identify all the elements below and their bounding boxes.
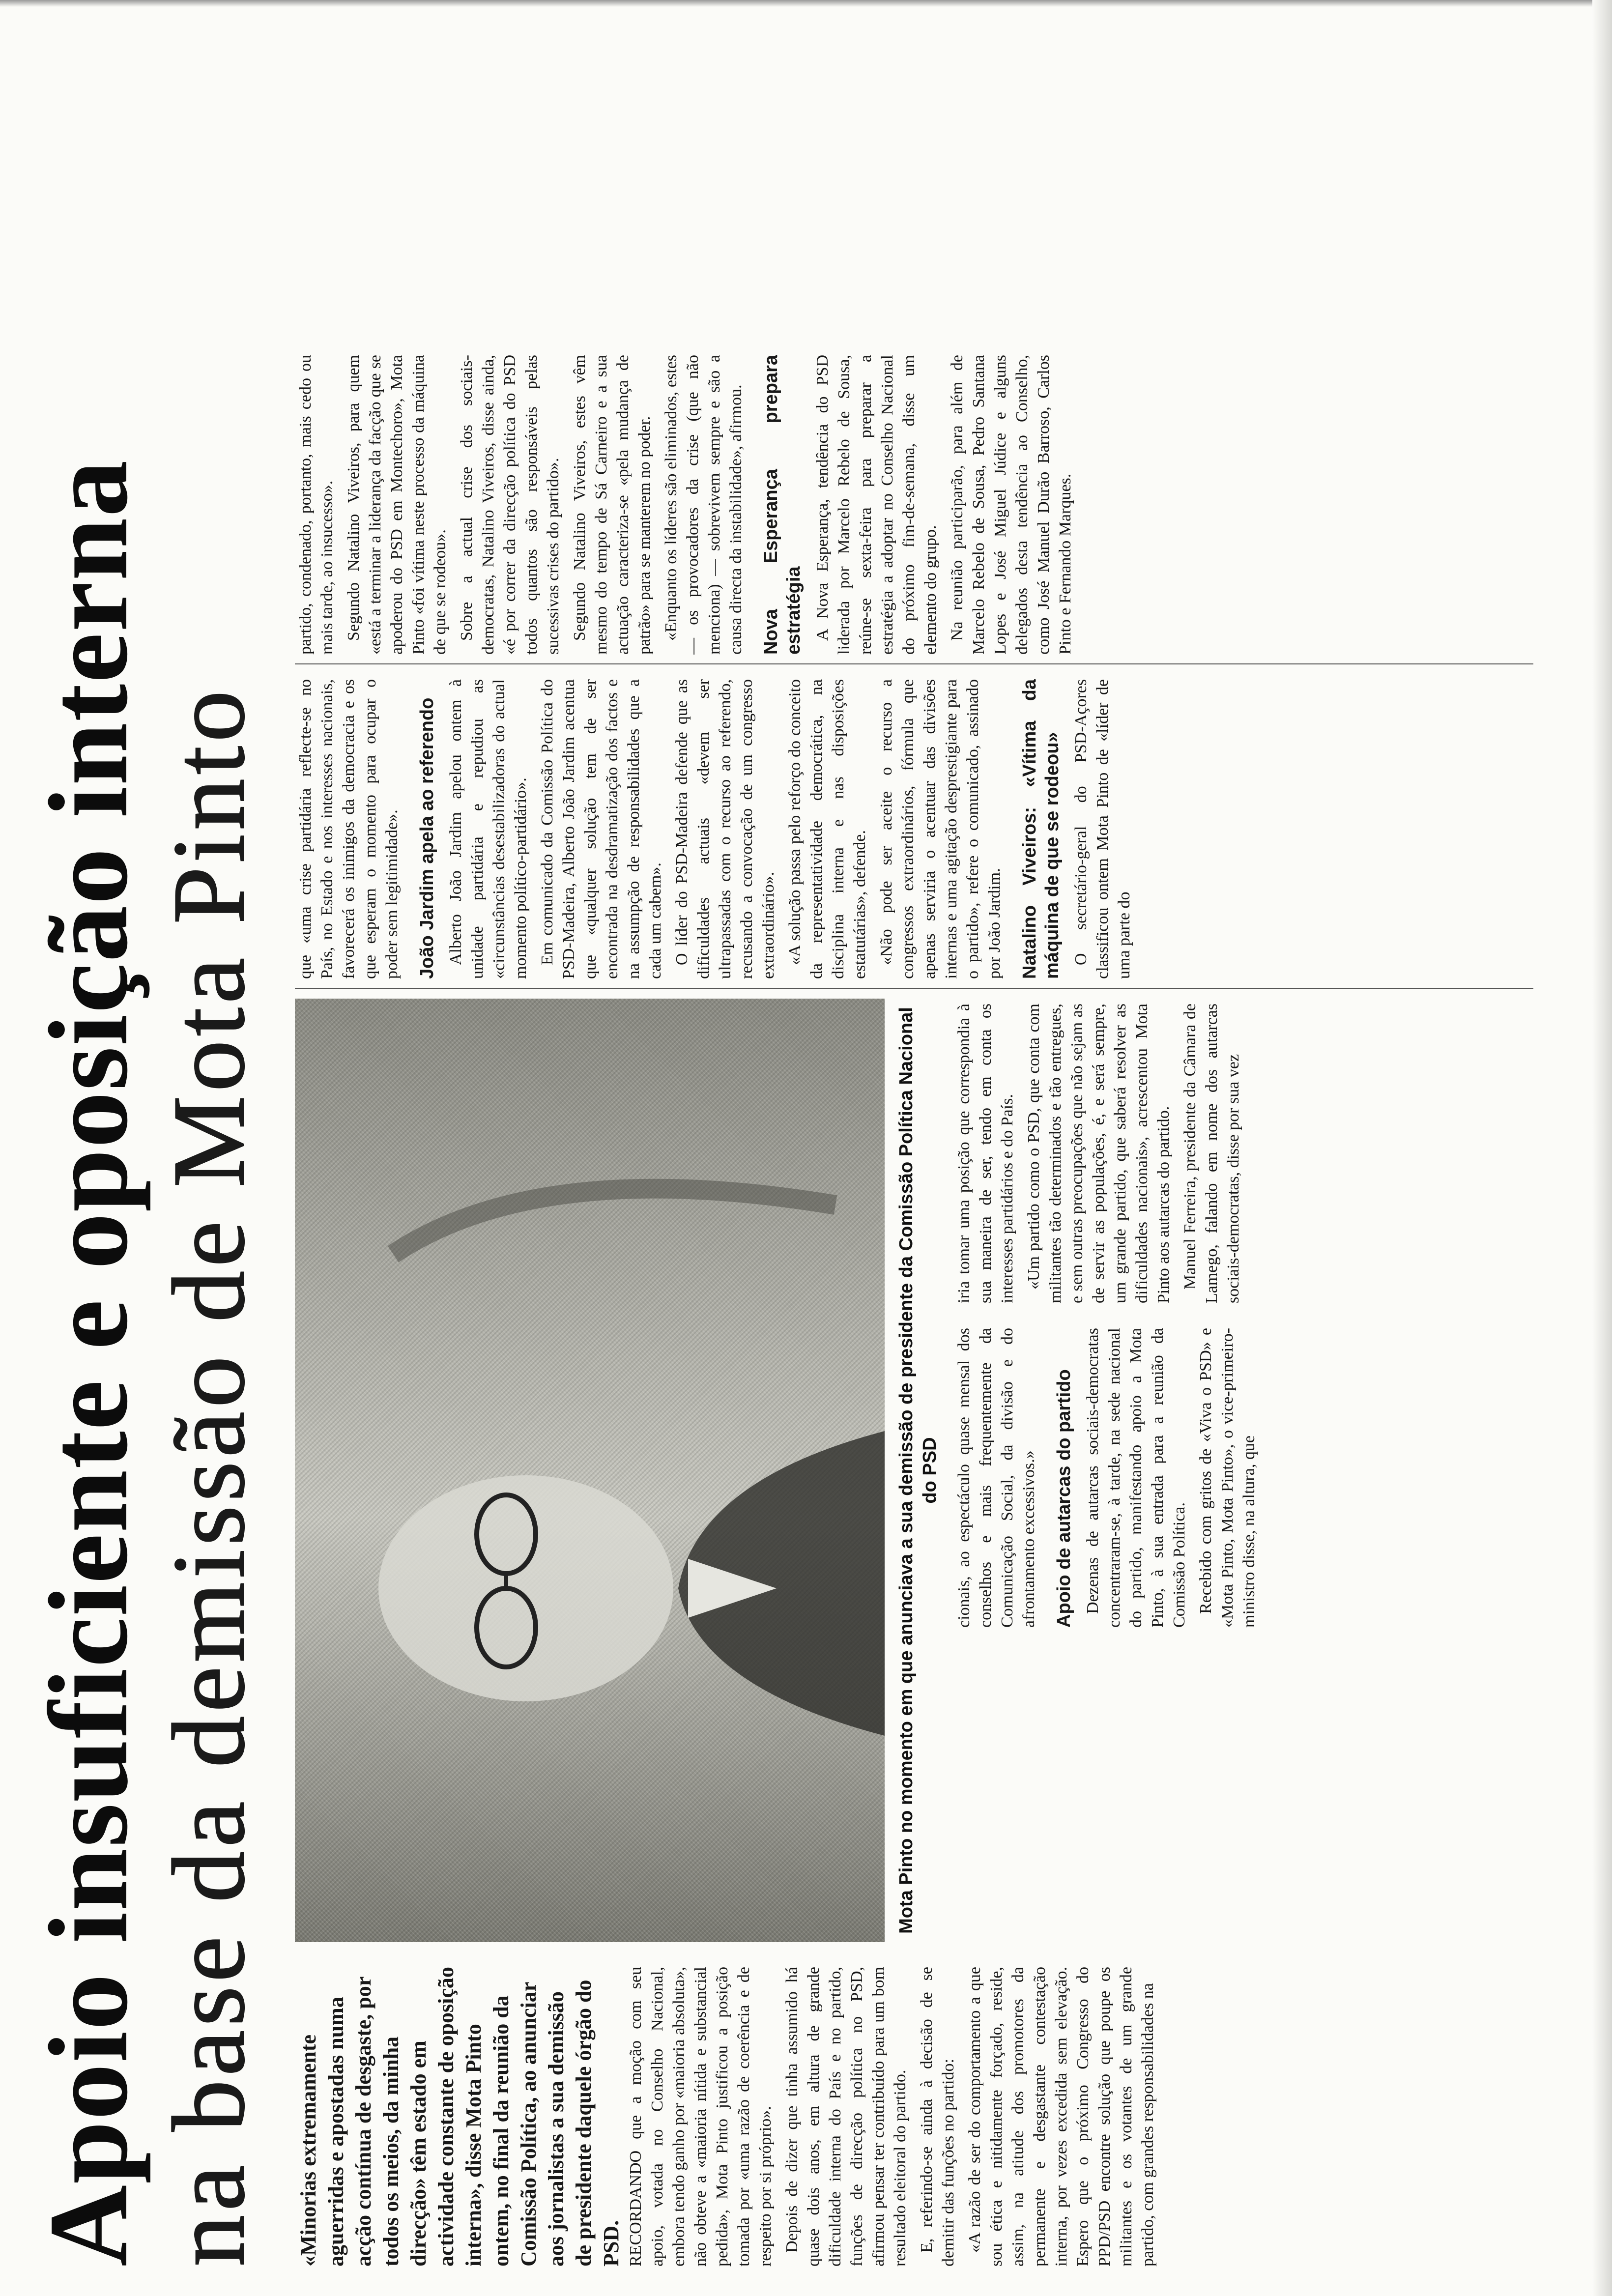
article-photo bbox=[295, 999, 885, 1942]
body-paragraph: «A solução passa pelo reforço do conceito da representatividade democrática, na disciplina interna e nas disposições estatutárias», defende. bbox=[786, 679, 869, 979]
subheading: Nova Esperança prepara estratégia bbox=[761, 355, 804, 655]
body-paragraph: Sobre a actual crise dos sociais-democratas, Natalino Viveiros, disse ainda, «é por correr da direcção política do PSD todos quantos são responsáveis pelas sucessivas crises do partido». bbox=[458, 355, 562, 655]
body-paragraph: Alberto João Jardim apelou ontem à unidade partidária e repudiou as «circunstâncias desestabilizadoras do actual momento político-partidário». bbox=[447, 679, 530, 979]
body-paragraph: Segundo Natalino Viveiros, estes vêm mesmo do tempo de Sá Carneiro e a sua actuação caracteriza-se «pela mudança de patrão» para se manterem no poder. bbox=[571, 355, 654, 655]
subheading: Apoio de autarcas do partido bbox=[1054, 1369, 1074, 1628]
headline-line-1: Apoio insuficiente e oposição interna bbox=[26, 459, 151, 2267]
column-rule bbox=[295, 663, 1533, 664]
headline-line-2: na base da demissão de Mota Pinto bbox=[152, 686, 266, 2267]
body-paragraph: Manuel Ferreira, presidente da Câmara de Lamego, falando em nome dos autarcas sociais-democratas, disse por sua vez bbox=[1181, 1004, 1242, 1303]
body-paragraph: Dezenas de autarcas sociais-democratas concentraram-se, à tarde, na sede nacional do partido, manifestando apoio a Mota Pinto, à sua entrada para a reunião da Comissão Política. bbox=[1084, 1328, 1188, 1628]
body-paragraph: que «uma crise partidária reflecte-se no País, no Estado e nos interesses nacionais, favorecerá os inimigos da democracia e os que esperam o momento para ocupar o poder sem legitimidade». bbox=[296, 679, 401, 979]
column-rule bbox=[295, 988, 1533, 989]
body-paragraph: A Nova Esperança, tendência do PSD liderada por Marcelo Rebelo de Sousa, reúne-se sexta-feira para preparar a estratégia a adoptar no Conselho Nacional do próximo fim-de-semana, disse um elemento do grupo. bbox=[813, 355, 940, 655]
body-paragraph: «Enquanto os líderes são eliminados, estes — os provocadores da crise (que não menciona) — sobrevivem sempre e são a causa directa da instabilidade», afirmou. bbox=[662, 355, 745, 655]
body-paragraph: Em comunicado da Comissão Política do PSD-Madeira, Alberto João Jardim acentua que «qualquer solução tem de ser encontrada na desdramatização dos factos e na assumpção de responsabilidades que a cada um cabem». bbox=[538, 679, 664, 979]
body-paragraph: partido, condenado, portanto, mais cedo ou mais tarde, ao insucesso». bbox=[296, 355, 336, 655]
subheading: Natalino Viveiros: «Vítima da máquina de que se rodeou» bbox=[1019, 679, 1063, 979]
body-paragraph: O secretário-geral do PSD-Açores classificou ontem Mota Pinto de «líder de uma parte do bbox=[1072, 679, 1133, 979]
body-paragraph: «Um partido como o PSD, que conta com militantes tão determinados e tão entregues, e sem outras preocupações que não sejam as de servir as populações, é, e será sempre, um grande partido, que saberá resolver as dificuldades nacionais», acrescentou Mota Pinto aos autarcas do partido. bbox=[1025, 1004, 1173, 1303]
newspaper-article bbox=[20, 94, 1563, 2267]
article-column-4 bbox=[295, 679, 1533, 979]
article-column-2 bbox=[953, 1328, 1533, 1628]
body-paragraph: Depois de dizer que tinha assumido há quase dois anos, em altura de grande dificuldade interna do País e no partido, funções de direcção política no PSD, afirmou pensar ter contribuído para um bom resultado eleitoral do partido. bbox=[783, 1967, 909, 2267]
article-column-1 bbox=[295, 1967, 1533, 2267]
body-paragraph: E, referindo-se ainda à decisão de se demitir das funções no partido: bbox=[918, 1967, 957, 2267]
article-column-3 bbox=[953, 1004, 1533, 1303]
lead-paragraph: «Minorias extremamente aguerridas e apostadas numa acção contínua de desgaste, por todos os meios, da minha direcção» têm estado em actividade constante de oposição interna», disse Mota Pinto ontem, no final da reunião da Comissão Política, ao anunciar aos jornalistas a sua demissão de presidente daquele órgão do PSD. bbox=[296, 1967, 623, 2267]
article-column-5 bbox=[295, 355, 1533, 655]
body-paragraph: Segundo Natalino Viveiros, para quem «está a terminar a liderança da facção que se apoderou do PSD em Montechoro», Mota Pinto «foi vítima neste processo da máquina de que se rodeou». bbox=[345, 355, 449, 655]
body-paragraph: Recebido com gritos de «Viva o PSD» e «Mota Pinto, Mota Pinto», o vice-primeiro-ministro disse, na altura, que bbox=[1197, 1328, 1258, 1628]
body-paragraph: RECORDANDO que a moção com seu apoio, votada no Conselho Nacional, embora tendo ganho por «maioria absoluta», não obteve a «maioria nítida e substancial pedida», Mota Pinto justificou a posição tomada por «uma razão de coerência e de respeito por si próprio». bbox=[627, 1967, 775, 2267]
body-paragraph: O líder do PSD-Madeira defende que as dificuldades actuais «devem ser ultrapassadas com o recurso ao referendo, recusando a convocação de um congresso extraordinário». bbox=[673, 679, 777, 979]
body-paragraph: cionais, ao espectáculo quase mensal dos conselhos e mais frequentemente da Comunicação Social, da divisão e do afrontamento excessivos.» bbox=[955, 1328, 1038, 1628]
portrait-figure bbox=[295, 999, 885, 1942]
body-paragraph: iria tomar uma posição que correspondia à sua maneira de ser, tendo em conta os interesses partidários e do País. bbox=[955, 1004, 1016, 1303]
body-paragraph: «Não pode ser aceite o recurso a congressos extraordinários, fórmula que apenas serviria o acentuar das divisões internas e uma agitação desprestigiante para o partido», refere o comunicado, assinado por João Jardim. bbox=[877, 679, 1004, 979]
body-paragraph: «A razão de ser do comportamento a que sou ética e nitidamente forçado, reside, assim, na atitude dos promotores da permanente e desgastante contestação interna, por vezes excedida sem elevação. Espero que o próximo Congresso do PPD/PSD encontre solução que poupe os militantes e os votantes de um grande partido, com grandes responsabilidades na bbox=[966, 1967, 1157, 2267]
body-paragraph: Na reunião participarão, para além de Marcelo Rebelo de Sousa, Pedro Santana Lopes e José Miguel Júdice e alguns delegados desta tendência ao Conselho, como José Manuel Durão Barroso, Carlos Pinto e Fernando Marques. bbox=[948, 355, 1074, 655]
photo-caption: Mota Pinto no momento em que anunciava a sua demissão de presidente da Comissão Política Nacional do PSD bbox=[896, 1007, 940, 1934]
subheading: João Jardim apela ao referendo bbox=[417, 697, 437, 979]
